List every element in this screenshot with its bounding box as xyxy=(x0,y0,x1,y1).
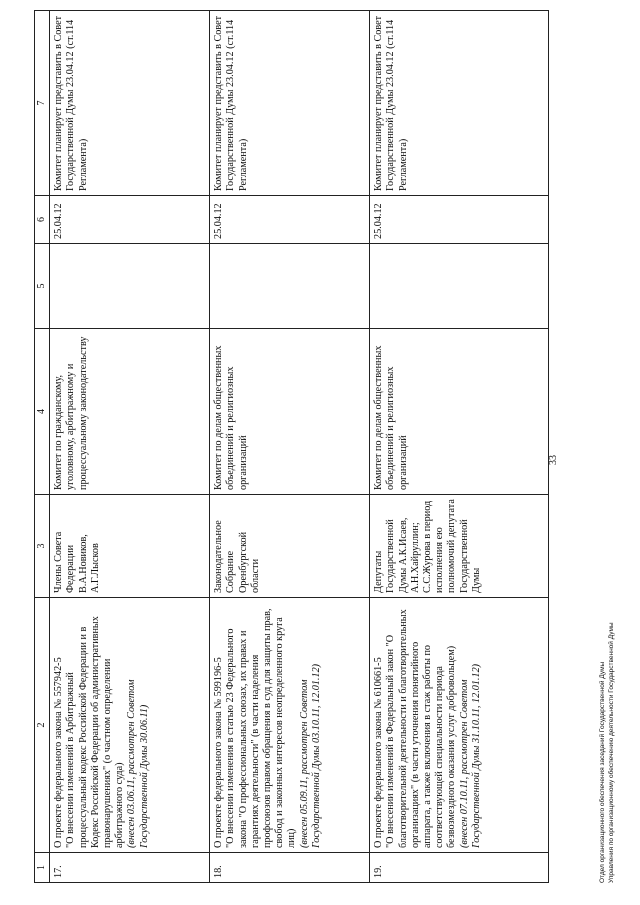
col5-cell xyxy=(210,244,370,329)
header-cell: 7 xyxy=(35,11,50,196)
row-number: 18. xyxy=(210,853,370,883)
status-cell: Комитет планирует представить в Совет Государственной Думы 23.04.12 (ст.114 Регламента) xyxy=(50,11,210,196)
header-cell: 4 xyxy=(35,329,50,495)
date-cell: 25.04.12 xyxy=(210,196,370,244)
table-row xyxy=(210,11,370,883)
header-cell: 6 xyxy=(35,196,50,244)
page-number: 33 xyxy=(548,455,559,465)
header-cell: 3 xyxy=(35,495,50,598)
footer-line: Отдел организационного обеспечения заседаний Государственной Думы xyxy=(599,661,606,883)
responsible-committee: Комитет по делам общественных объединений и религиозных организаций xyxy=(370,329,549,495)
col5-cell xyxy=(370,244,549,329)
bill-text: "О внесении изменения в статью 23 Федерального закона "О профессиональных союзах, их правах и гарантиях деятельности" (в части наделения профсоюзов правом обращения в суд для защиты прав, свобод и законных интересов неопределенного круга лиц) xyxy=(225,608,298,848)
col5-cell xyxy=(50,244,210,329)
responsible-committee: Комитет по гражданскому, уголовному, арбитражному и процессуальному законодательству xyxy=(50,329,210,495)
table-row xyxy=(370,11,549,883)
bills-table xyxy=(34,10,549,883)
bill-note: (внесен 05.09.11, рассмотрен Советом Государственной Думы 03.10.11, 12.01.12) xyxy=(298,663,322,848)
footer-line: Управления по организационному обеспечению деятельности Государственной Думы xyxy=(608,622,615,883)
header-row xyxy=(35,11,50,883)
bill-text: "О внесении изменений в Федеральный закон "О благотворительной деятельности и благотворительных организациях" (в части уточнения понятийного аппарата, а также включения в стаж работы по соответствующей специальности периода безвозмездного оказания услуг добровольцем) xyxy=(385,609,458,848)
bill-text: "О внесении изменений в Арбитражный процессуальный кодекс Российской Федерации и в Кодекс Российской Федерации об административных правонарушениях" (о частном определении арбитражного суда) xyxy=(65,616,126,848)
header-cell: 2 xyxy=(35,598,50,853)
bill-title: О проекте федерального закона № 599196-5 xyxy=(213,657,225,848)
bill-authors: Члены Совета Федерации В.А.Новиков, А.Г.Лысков xyxy=(50,495,210,598)
bill-description xyxy=(370,598,549,853)
bill-title: О проекте федерального закона № 557942-5 xyxy=(53,657,65,848)
page-footer xyxy=(598,622,616,883)
header-cell: 1 xyxy=(35,853,50,883)
bill-note: (внесен 07.10.11, рассмотрен Советом Государственной Думы 31.10.11, 12.01.12) xyxy=(458,663,482,848)
bill-description xyxy=(50,598,210,853)
bill-authors: Законодательное Собрание Оренбургской области xyxy=(210,495,370,598)
row-number: 17. xyxy=(50,853,210,883)
date-cell: 25.04.12 xyxy=(370,196,549,244)
status-cell: Комитет планирует представить в Совет Государственной Думы 23.04.12 (ст.114 Регламента) xyxy=(370,11,549,196)
row-number: 19. xyxy=(370,853,549,883)
responsible-committee: Комитет по делам общественных объединений и религиозных организаций xyxy=(210,329,370,495)
date-cell: 25.04.12 xyxy=(50,196,210,244)
bill-note: (внесен 03.06.11, рассмотрен Советом Государственной Думы 30.06.11) xyxy=(126,679,150,848)
header-cell: 5 xyxy=(35,244,50,329)
bill-title: О проекте федерального закона № 610661-5 xyxy=(373,657,385,848)
bill-authors: Депутаты Государственной Думы А.К.Исаев, А.Н.Хайруллин; С.С.Журова в период исполнения ею полномочий депутата Государственной Думы xyxy=(370,495,549,598)
bill-description xyxy=(210,598,370,853)
table-row xyxy=(50,11,210,883)
status-cell: Комитет планирует представить в Совет Государственной Думы 23.04.12 (ст.114 Регламента) xyxy=(210,11,370,196)
